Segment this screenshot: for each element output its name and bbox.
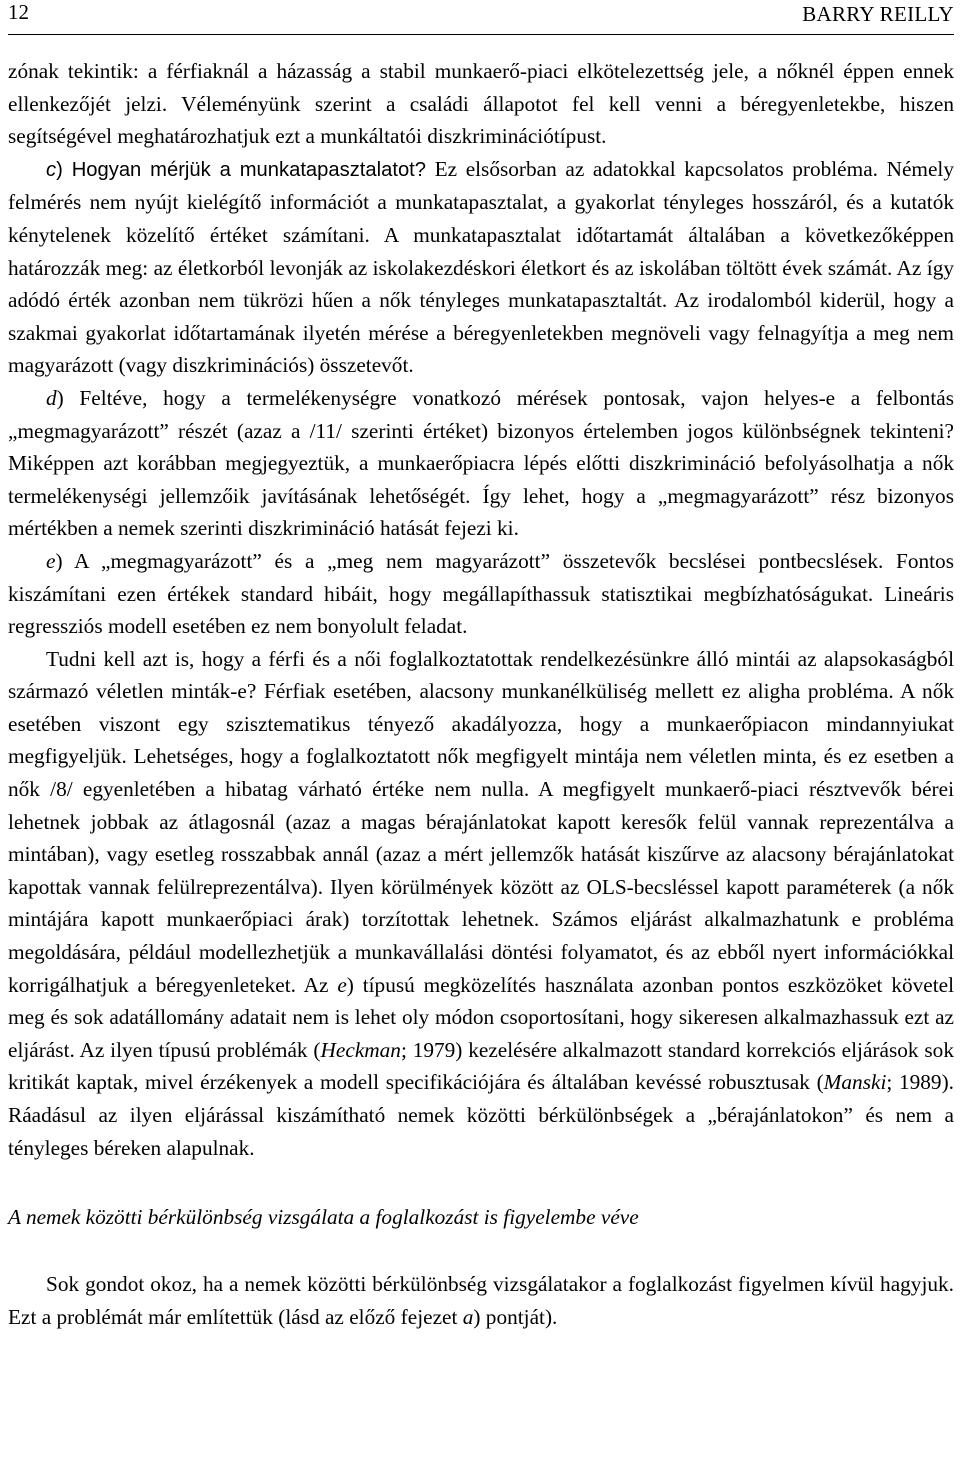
paragraph-final [8, 1268, 954, 1333]
inline-label-e: e [337, 972, 347, 997]
paragraph-5-text-a: Tudni kell azt is, hogy a férfi és a női foglalkoztatottak rendelkezésünkre álló mintái az alapsokaságból származó véletlen minták-e? Férfiak esetében, alacsony munkanélküliség mellett ez aligha probléma. A nők esetében viszont egy szisztematikus tényező akadályozza, hogy a munkaerőpiacon mindannyiukat megfigyeljük. Lehetséges, hogy a foglalkoztatott nők megfigyelt mintája nem véletlen minta, és ez esetben a nők /8/ egyenletében a hibatag várható értéke nem nulla. A megfigyelt munkaerő-piaci résztvevők bérei lehetnek jobbak az átlagosnál (azaz a magas bérajánlatokat kapott keresők felül vannak reprezentálva a mintában), vagy esetleg rosszabbak annál (azaz a mért jellemzők hatását kiszűrve az alacsony bérajánlatokat kapottak vannak felülreprezentálva). Ilyen körülmények között az OLS-becsléssel kapott paraméterek (a nők mintájára kapott munkaerőpiaci árak) torzítottak lehetnek. Számos eljárást alkalmazhatunk e probléma megoldására, például modellezhetjük a munkavállalási döntési folyamatot, és az ebből nyert információkkal korrigálhatjuk a béregyenleteket. Az [8, 646, 954, 997]
item-label-d: d [46, 385, 57, 410]
page [8, 0, 954, 1333]
inline-label-a: a [462, 1304, 474, 1329]
paragraph-5-text-c: ; 1979) kezelésére alkalmazott standard korrekciós eljárások sok kritikát kaptak, mivel érzékenyek a modell specifikációjára és általában kevéssé robusztusak ( [8, 1037, 954, 1095]
question-c-text: ) Hogyan mérjük a munkatapasztalatot? [56, 158, 427, 181]
citation-heckman: Heckman [320, 1037, 401, 1062]
paragraph-e [8, 545, 954, 643]
paragraph-final-text-b: ) pontját). [473, 1304, 558, 1329]
item-label-c: c [46, 158, 57, 181]
section-heading: A nemek közötti bérkülönbség vizsgálata a foglalkozást is figyelembe véve [8, 1205, 639, 1230]
page-number: 12 [8, 0, 29, 24]
paragraph-e-text: ) A „megmagyarázott” és a „meg nem magyarázott” összetevők becslései pontbecslések. Fontos kiszámítani ezen értékek standard hibáit, hogy megállapíthassuk statisztikai megbízhatóságukat. Lineáris regressziós modell esetében ez nem bonyolult feladat. [8, 548, 954, 639]
page-header [8, 0, 954, 35]
paragraph-final-text-a: Sok gondot okoz, ha a nemek közötti bérkülönbség vizsgálatakor a foglalkozást figyelmen kívül hagyjuk. Ezt a problémát már említettük (lásd az előző fejezet [8, 1272, 954, 1329]
paragraph-5-text-d: ; 1989). Ráadásul az ilyen eljárással kiszámítható nemek közötti bérkülönbségek a „bérajánlatokon” és nem a tényleges béreken alapulnak. [8, 1070, 954, 1160]
final-body-text [8, 1268, 954, 1333]
paragraph-d [8, 382, 954, 545]
paragraph-5-text-b: ) típusú megközelítés használata azonban pontos eszközöket követel meg és sok adatállomány adatait nem is lehet oly módon csoportosítani, hogy sikeresen alkalmazhassuk ezt az eljárást. Az ilyen típusú problémák ( [8, 972, 954, 1062]
item-label-e: e [46, 548, 56, 573]
body-text [8, 55, 954, 1164]
paragraph-1 [8, 55, 954, 153]
paragraph-5 [8, 643, 954, 1165]
paragraph-1-text: zónak tekintik: a férfiaknál a házasság a stabil munkaerő-piaci elkötelezettség jele, a nőknél éppen ennek ellenkezőjét jelzi. Véleményünk szerint a családi állapotot fel kell venni a béregyenletekbe, hiszen segítségével meghatározhatjuk ezt a munkáltatói diszkriminációtípust. [8, 59, 954, 149]
paragraph-c-text: Ez elsősorban az adatokkal kapcsolatos probléma. Némely felmérés nem nyújt kielégítő információt a munkatapasztalat, a gyakorlat tényleges hosszáról, és a kutatók kénytelenek közelítő értéket számítani. A munkatapasztalat időtartamát általában a következőképpen határozzák meg: az életkorból levonják az iskolakezdéskori életkort és az iskolában töltött évek számát. Az így adódó érték azonban nem tükrözi hűen a nők tényleges munkatapasztaltát. Az irodalomból kiderül, hogy a szakmai gyakorlat időtartamának ilyetén mérése a béregyenletekben megnöveli vagy felnagyítja a meg nem magyarázott (vagy diszkriminációs) összetevőt. [8, 156, 954, 378]
running-head: BARRY REILLY [802, 2, 954, 26]
paragraph-d-text: ) Feltéve, hogy a termelékenységre vonatkozó mérések pontosak, vajon helyes-e a felbontás „megmagyarázott” részét (azaz a /11/ szerinti értéket) bizonyos értelemben jogos különbségnek tekinteni? Miképpen azt korábban megjegyeztük, a munkaerőpiacra lépés előtti diszkrimináció befolyásolhatja a nők termelékenységi jellemzőik javításának lehetőségét. Így lehet, hogy a „megmagyarázott” rész bizonyos mértékben a nemek szerinti diszkrimináció hatását fejezi ki. [8, 385, 954, 541]
paragraph-c-question [46, 159, 426, 181]
paragraph-c [8, 153, 954, 382]
citation-manski: Manski [823, 1070, 887, 1095]
